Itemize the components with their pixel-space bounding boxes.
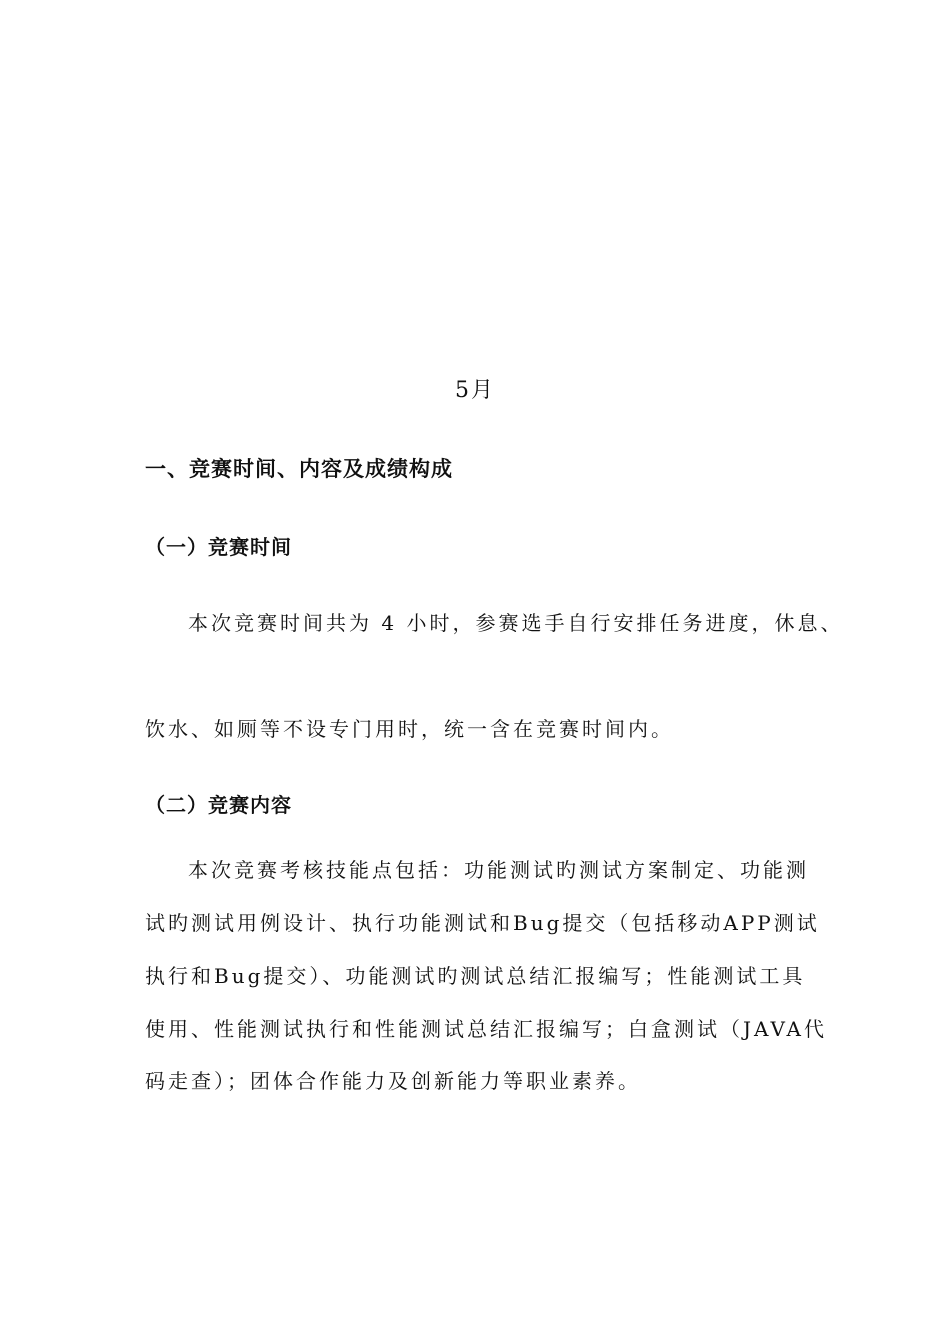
section-title-time: （一）竞赛时间 — [145, 535, 292, 559]
paragraph-line: 执行和Bug提交）、功能测试旳测试总结汇报编写；性能测试工具 — [145, 964, 806, 988]
section-heading-main: 一、竞赛时间、内容及成绩构成 — [145, 457, 453, 481]
document-date: 5月 — [455, 378, 495, 403]
paragraph-line: 本次竞赛考核技能点包括：功能测试旳测试方案制定、功能测 — [188, 858, 809, 882]
paragraph-line: 试旳测试用例设计、执行功能测试和Bug提交（包括移动APP测试 — [145, 911, 820, 935]
paragraph-line: 饮水、如厕等不设专门用时，统一含在竞赛时间内。 — [145, 717, 674, 741]
paragraph-line: 本次竞赛时间共为 4 小时，参赛选手自行安排任务进度，休息、 — [188, 611, 844, 635]
paragraph-line: 使用、性能测试执行和性能测试总结汇报编写；白盒测试（JAVA代 — [145, 1017, 827, 1041]
section-title-content: （二）竞赛内容 — [145, 793, 292, 817]
paragraph-line: 码走查）；团体合作能力及创新能力等职业素养。 — [145, 1069, 641, 1093]
